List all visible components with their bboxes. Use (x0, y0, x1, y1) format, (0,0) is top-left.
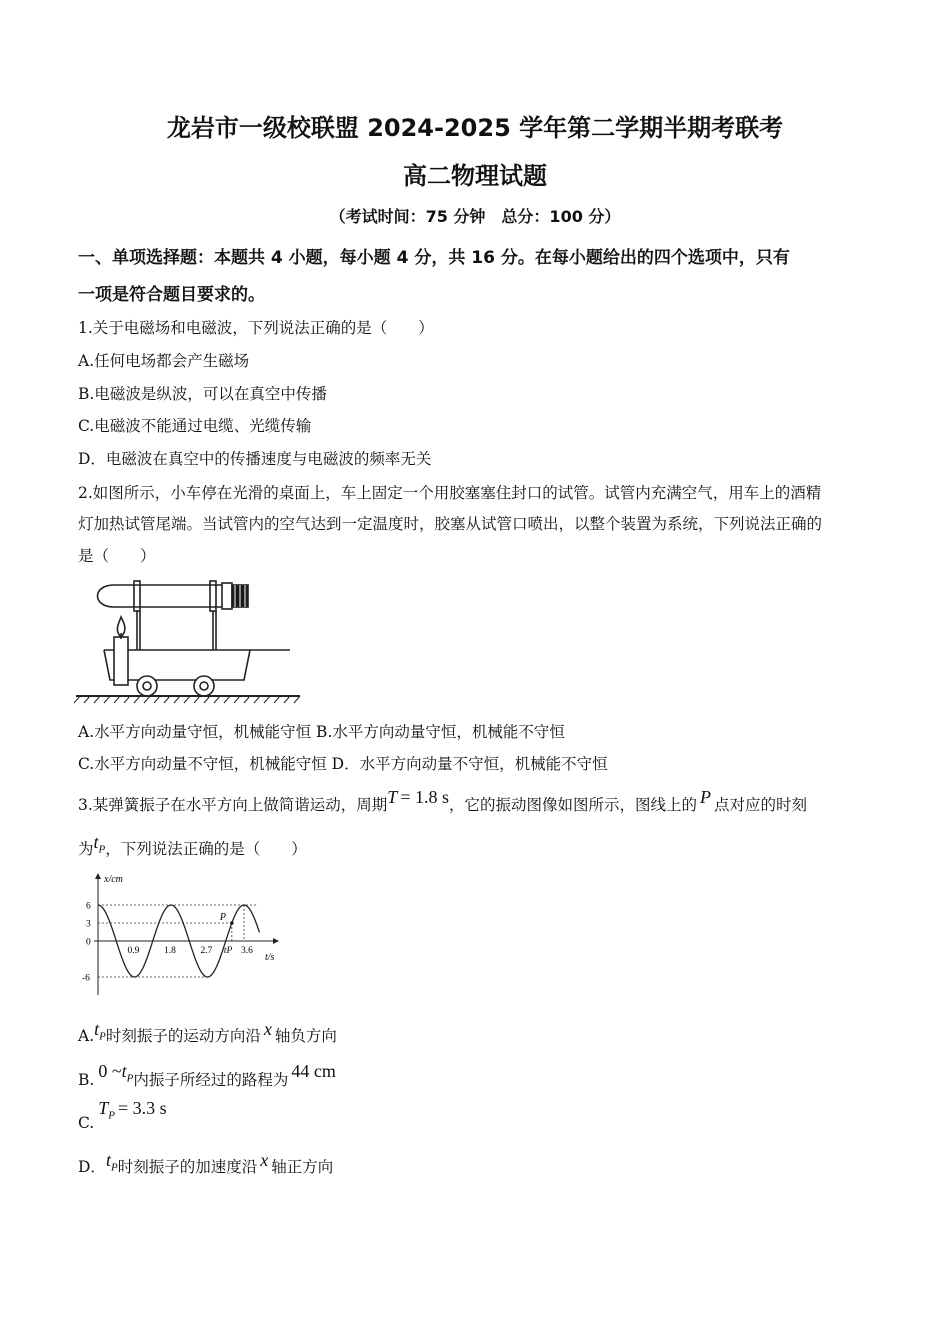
q2-stem-line2: 灯加热试管尾端。当试管内的空气达到一定温度时，胶塞从试管口喷出，以整个装置为系统，下列说法正确的 (78, 515, 823, 533)
section-heading-line1: 一、单项选择题：本题共 4 小题，每小题 4 分，共 16 分。在每小题给出的四个选项中，只有 (78, 248, 790, 268)
y-tick-label: 3 (86, 919, 91, 930)
q3-option-c: $C.T_P = 3.3$ s (78, 1098, 167, 1132)
q3-period-eq: = 1.8 s (400, 787, 449, 807)
q2-stem-line3: 是（ ） (78, 547, 156, 565)
q2-options-row2: C.水平方向动量不守恒，机械能守恒 D．水平方向动量不守恒，机械能不守恒 (78, 755, 608, 773)
q2-stem-line1: 2.如图所示，小车停在光滑的桌面上，车上固定一个用胶塞塞住封口的试管。试管内充满空气，用车上的酒精 (78, 484, 822, 502)
x-tick-label: 1.8 (164, 946, 176, 956)
point-p-label: P (219, 912, 226, 923)
q3-stem-line2 (78, 832, 307, 862)
q3-stem-part3: 点对应的时刻 (713, 796, 807, 814)
cart-test-tube-figure (74, 575, 302, 705)
y-tick-label: 6 (86, 901, 91, 912)
tp-tick-label: tP (223, 946, 233, 956)
subject-title: 高二物理试题 (403, 162, 547, 190)
q3-stem-part1: 3.某弹簧振子在水平方向上做简谐运动，周期 (78, 796, 388, 814)
vibration-graph (78, 870, 288, 1000)
y-tick-label: 0 (86, 937, 91, 948)
q2-options-row1: A.水平方向动量守恒，机械能守恒 B.水平方向动量守恒，机械能不守恒 (78, 723, 565, 741)
q3-line2-suffix: ，下列说法正确的是（ ） (105, 840, 307, 858)
section-heading-line2: 一项是符合题目要求的。 (78, 285, 265, 305)
x-axis-label: t/s (265, 952, 275, 963)
x-tick-label: 3.6 (241, 946, 253, 956)
q1-option-b: B.电磁波是纵波，可以在真空中传播 (78, 385, 327, 403)
q1-option-d: D．电磁波在真空中的传播速度与电磁波的频率无关 (78, 450, 432, 468)
q3-option-b: B. 0 $\sim t_P$内振子所经过的路程为 44 cm (78, 1061, 336, 1089)
x-tick-label: 2.7 (200, 946, 213, 956)
exam-title: 龙岩市一级校联盟 2024-2025 学年第二学期半期考联考 (166, 114, 784, 142)
q3-stem-line1 (78, 787, 807, 815)
y-tick-label: -6 (82, 973, 90, 984)
exam-info: （考试时间：75 分钟 总分：100 分） (329, 207, 621, 226)
q3-tp-var: $t_P$ (93, 832, 106, 856)
q3-period-var: T (387, 787, 398, 807)
q1-option-a: A.任何电场都会产生磁场 (78, 352, 250, 370)
q1-stem: 1.关于电磁场和电磁波，下列说法正确的是（ ） (78, 319, 434, 337)
q3-stem-part2: ，它的振动图像如图所示，图线上的 (448, 796, 697, 814)
y-axis-label: x/cm (104, 874, 123, 885)
point-p-marker (230, 921, 234, 925)
q1-option-c: C.电磁波不能通过电缆、光缆传输 (78, 417, 312, 435)
q3-option-a: $A.t_P$时刻振子的运动方向沿 x 轴负方向 (78, 1019, 337, 1045)
q3-line2-prefix: 为 (78, 840, 94, 858)
x-tick-label: 0.9 (127, 946, 140, 956)
q3-option-d: D．$t_P$时刻振子的加速度沿 x 轴正方向 (78, 1150, 334, 1176)
q3-point-var: P (699, 787, 711, 807)
